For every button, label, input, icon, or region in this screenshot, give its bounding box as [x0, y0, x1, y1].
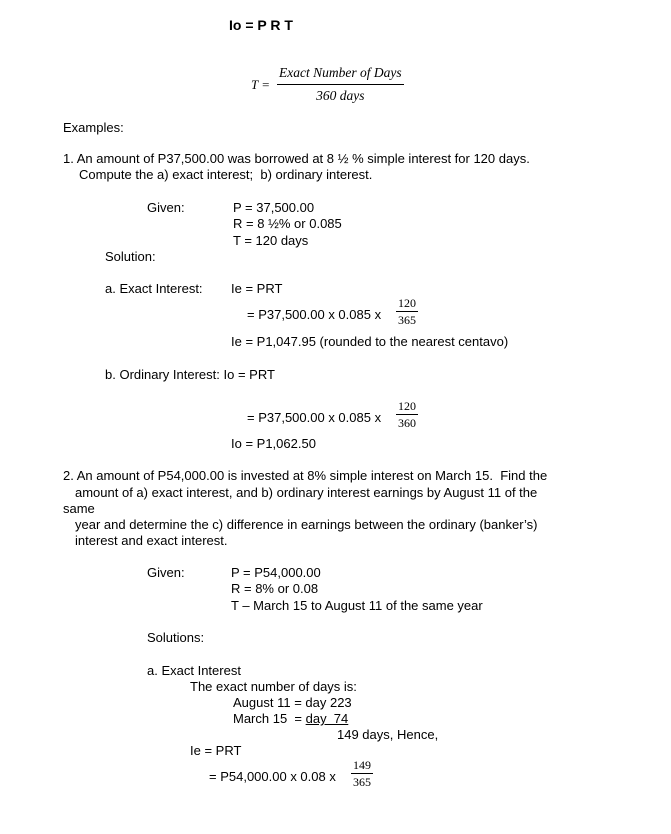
examples-heading: Examples:	[63, 120, 124, 135]
ex2-days-intro: The exact number of days is:	[190, 679, 357, 694]
formula-io-prt: Io = P R T	[229, 17, 293, 33]
ex1-a-formula: Ie = PRT	[231, 281, 283, 296]
ex2-line-5: interest and exact interest.	[75, 533, 228, 548]
ex2-given-t: T – March 15 to August 11 of the same year	[231, 598, 483, 613]
time-formula-fraction	[277, 66, 404, 102]
ex2-august-line: August 11 = day 223	[233, 695, 352, 710]
ex2-line-4: year and determine the c) difference in earnings between the ordinary (banker’s)	[75, 517, 538, 532]
ex2-line-3: same	[63, 501, 95, 516]
ex2-ie-formula: Ie = PRT	[190, 743, 242, 758]
ex1-b-frac-den: 360	[398, 416, 416, 430]
ex2-fraction	[351, 759, 373, 788]
ex1-line-2: Compute the a) exact interest; b) ordinary interest.	[79, 167, 373, 182]
ex1-a-label: a. Exact Interest:	[105, 281, 203, 296]
ex2-a-label: a. Exact Interest	[147, 663, 241, 678]
ex2-given-r: R = 8% or 0.08	[231, 581, 319, 596]
ex1-a-frac-num: 120	[398, 296, 416, 310]
ex1-given-r: R = 8 ½% or 0.085	[233, 216, 342, 231]
ex1-line-1: 1. An amount of P37,500.00 was borrowed at 8 ½ % simple interest for 120 days.	[63, 151, 530, 166]
time-formula-denominator: 360 days	[316, 87, 365, 103]
ex2-line-2: amount of a) exact interest, and b) ordinary interest earnings by August 11 of the	[75, 485, 538, 500]
ex1-b-fraction	[396, 400, 418, 429]
ex1-given-t: T = 120 days	[233, 233, 309, 248]
ex2-solutions-label: Solutions:	[147, 630, 205, 645]
ex1-a-result: Ie = P1,047.95 (rounded to the nearest centavo)	[231, 334, 509, 349]
ex1-a-frac-den: 365	[398, 313, 416, 327]
ex2-given-label: Given:	[147, 565, 185, 580]
ex1-a-fraction	[396, 297, 418, 326]
ex2-given-p: P = P54,000.00	[231, 565, 321, 580]
time-formula-lhs: T =	[251, 77, 271, 92]
ex1-solution-label: Solution:	[105, 249, 156, 264]
ex2-march-line	[233, 712, 348, 725]
ex2-march-day: day 74	[305, 711, 349, 726]
ex1-given-p: P = 37,500.00	[233, 200, 315, 215]
ex2-frac-den: 365	[353, 775, 371, 789]
ex2-days-total: 149 days, Hence,	[337, 727, 439, 742]
ex1-a-calc: = P37,500.00 x 0.085 x	[247, 307, 382, 322]
ex1-b-label: b. Ordinary Interest: Io = PRT	[105, 367, 275, 382]
ex1-given-label: Given:	[147, 200, 185, 215]
ex1-b-calc: = P37,500.00 x 0.085 x	[247, 410, 382, 425]
ex2-frac-num: 149	[353, 758, 371, 772]
ex2-line-1: 2. An amount of P54,000.00 is invested at 8% simple interest on March 15. Find the	[63, 468, 548, 483]
ex1-b-frac-num: 120	[398, 399, 416, 413]
ex1-b-result: Io = P1,062.50	[231, 436, 316, 451]
ex2-calc: = P54,000.00 x 0.08 x	[209, 769, 336, 784]
ex2-march-prefix: March 15 =	[233, 711, 306, 726]
time-formula-numerator: Exact Number of Days	[277, 66, 404, 85]
